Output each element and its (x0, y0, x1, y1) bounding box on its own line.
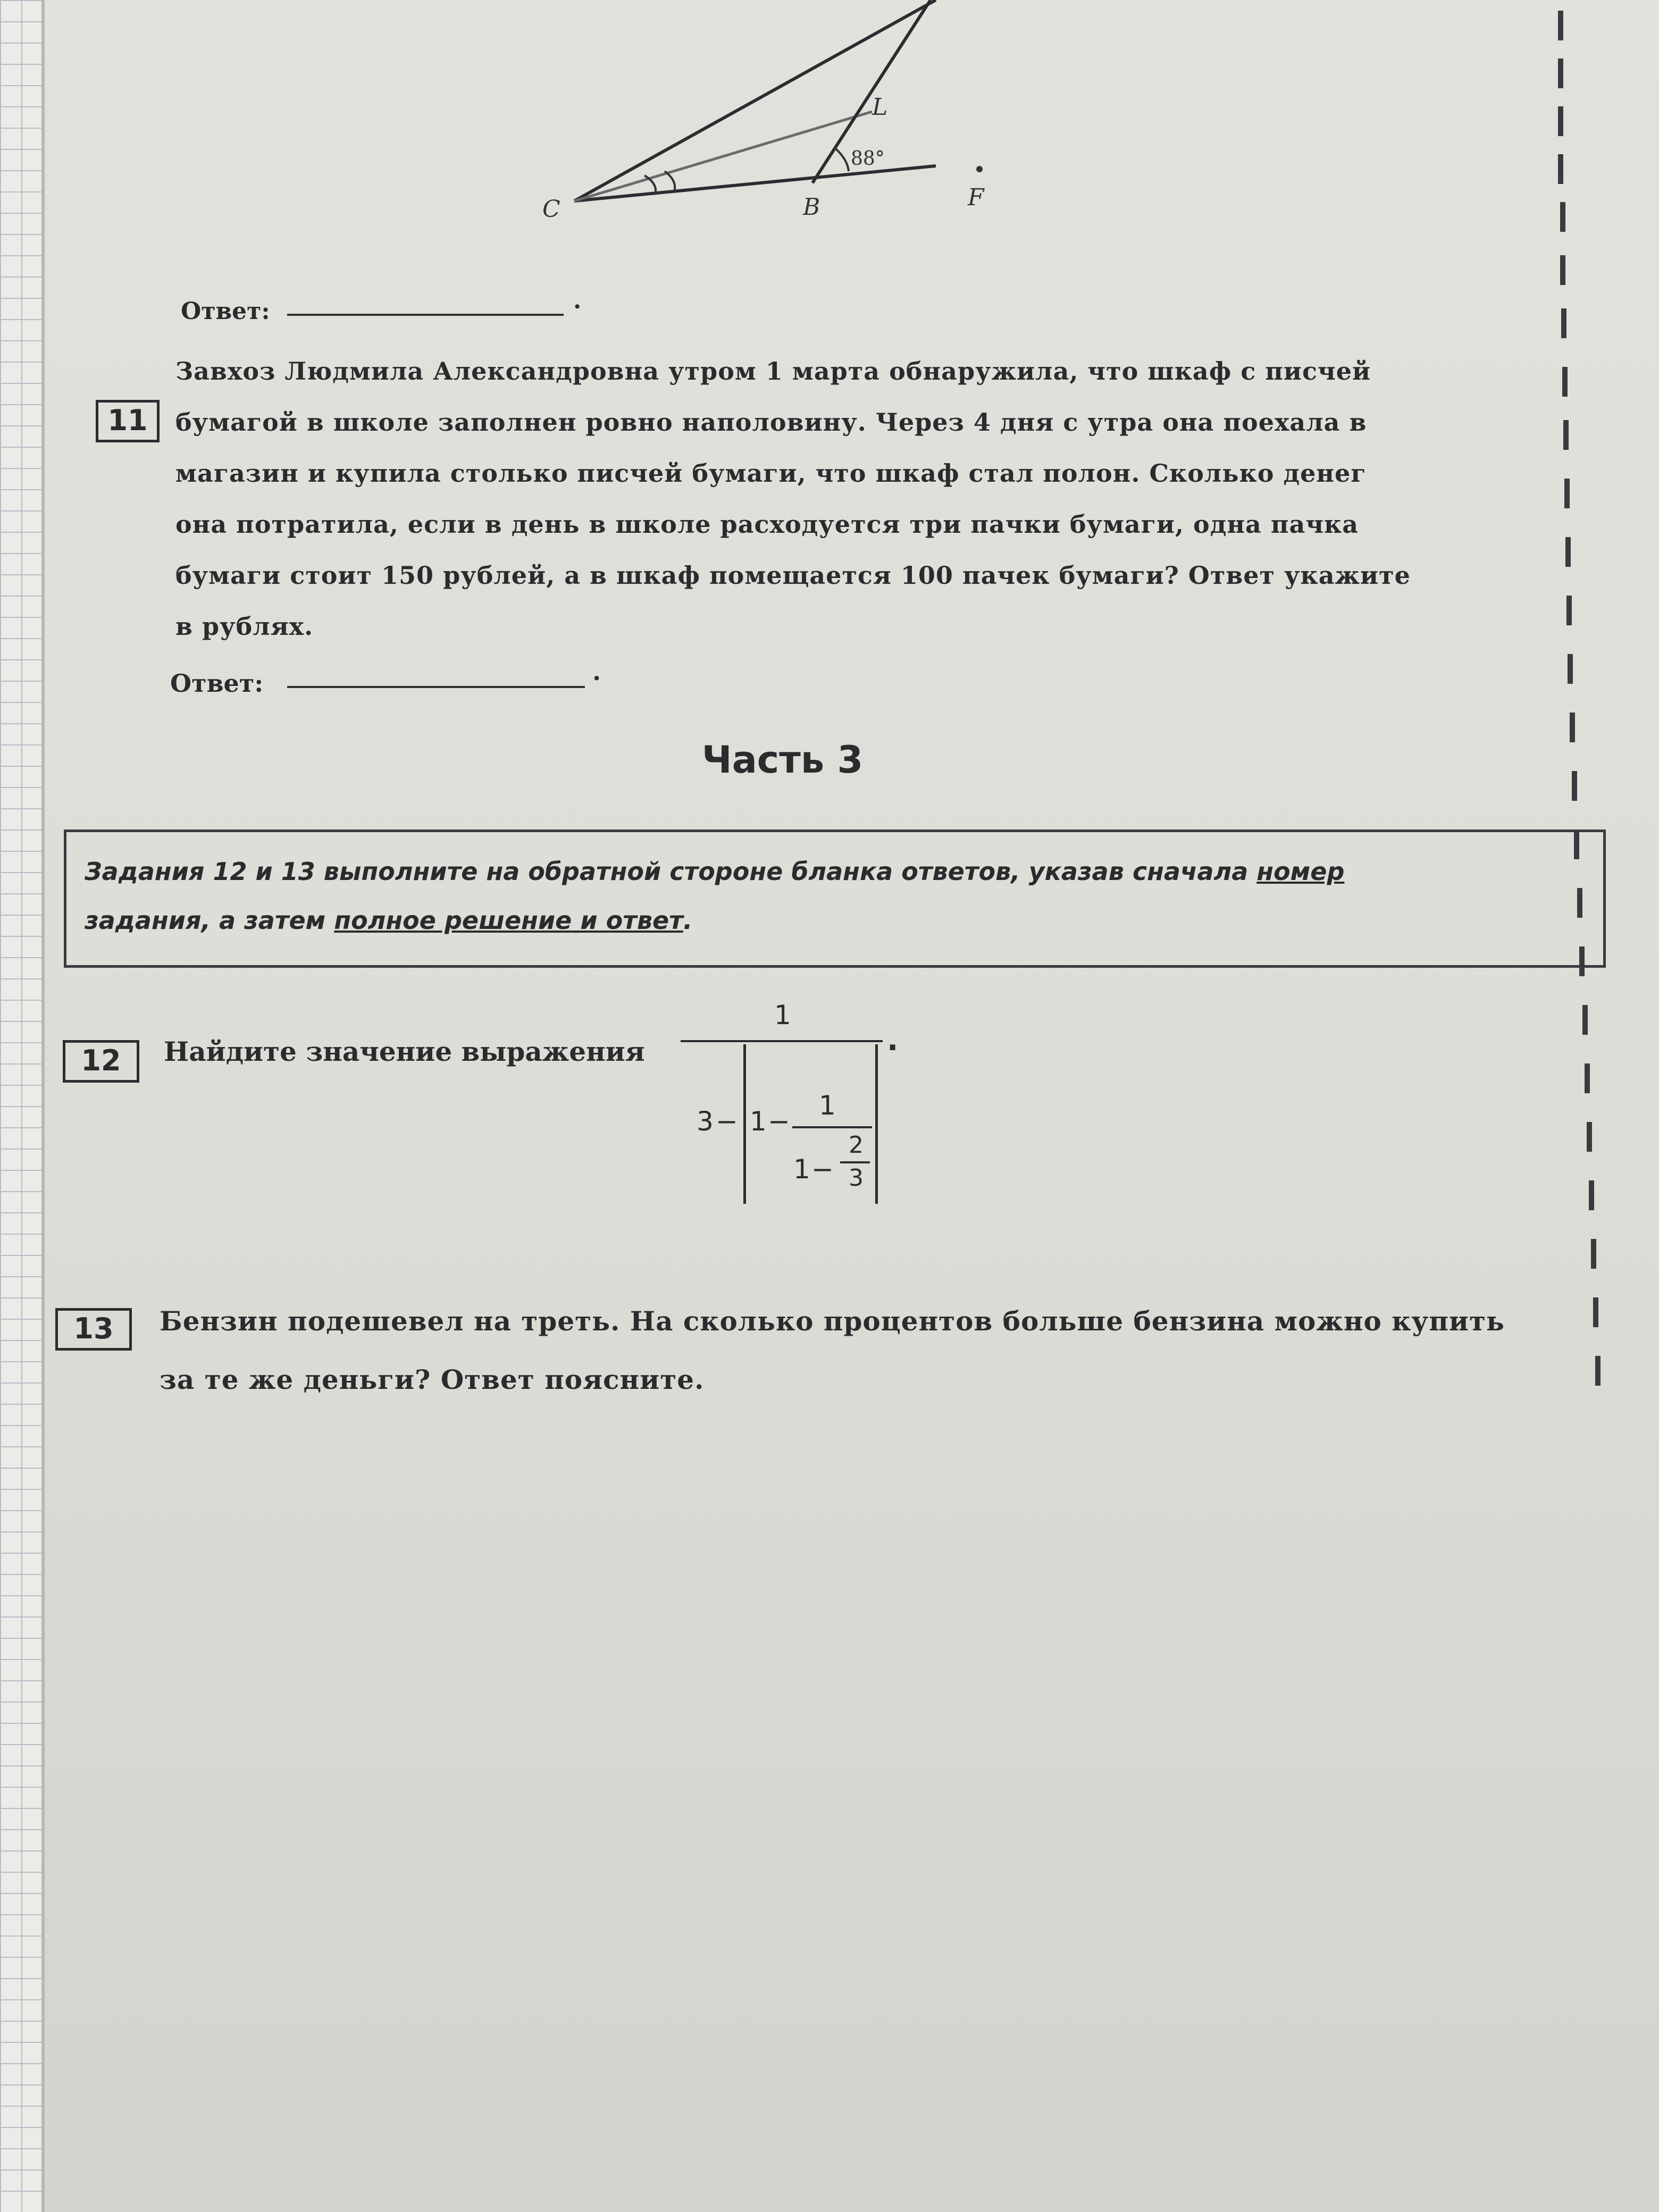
expr-minus-1: − (716, 1106, 738, 1137)
instruction-emph-number: номер (1256, 857, 1345, 886)
answer-field-10[interactable] (287, 314, 564, 316)
expr-inner-numerator: 1 (819, 1090, 836, 1121)
instruction-text-e: . (683, 906, 693, 935)
cut-marks (1558, 0, 1564, 2212)
notebook-grid-margin (0, 0, 43, 2212)
geometry-figure (532, 0, 1042, 245)
task11-line: в рублях. (175, 612, 314, 641)
expr-three: 3 (697, 1106, 714, 1137)
instruction-emph-solution: полное решение и ответ (334, 906, 683, 935)
answer-end-10: . (573, 287, 582, 314)
part3-title: Часть 3 (702, 738, 864, 782)
task13-line: Бензин подешевел на треть. На сколько процентов больше бензина можно купить (160, 1305, 1505, 1337)
answer-field-11[interactable] (287, 686, 585, 688)
task-number-13: 13 (55, 1308, 132, 1351)
task-number-11: 11 (96, 400, 160, 442)
expr-numerator: 1 (774, 1000, 791, 1030)
task13-line: за те же деньги? Ответ поясните. (160, 1364, 705, 1395)
answer-label-11: Ответ: (170, 669, 264, 698)
answer-label-10: Ответ: (181, 298, 270, 325)
task13-text (160, 1292, 1574, 1409)
answer-end-11: . (592, 657, 601, 686)
abs-bar-left (743, 1044, 746, 1204)
page-edge (41, 0, 45, 2212)
instruction-text-a: Задания 12 и 13 выполните на обратной стороне бланка ответов, указав сначала (85, 857, 1257, 886)
task12-expression (681, 1000, 904, 1212)
task11-text (175, 346, 1558, 652)
task11-line: Завхоз Людмила Александровна утром 1 марта обнаружила, что шкаф с писчей (175, 357, 1371, 386)
part3-instruction (85, 847, 1589, 945)
label-l: L (872, 94, 888, 121)
expr-two: 2 (849, 1132, 864, 1159)
expr-small-fraction-bar (840, 1161, 870, 1163)
expr-inner-fraction-bar (792, 1126, 872, 1128)
task-number-12: 12 (63, 1040, 139, 1083)
expr-main-fraction-bar (681, 1040, 883, 1042)
expr-one-b: 1 (793, 1154, 810, 1185)
instruction-text-c: задания, а затем (85, 906, 334, 935)
task11-line: она потратила, если в день в школе расходуется три пачки бумаги, одна пачка (175, 510, 1359, 539)
part3-instruction-box (64, 830, 1606, 968)
task11-line: бумаги стоит 150 рублей, а в шкаф помещается 100 пачек бумаги? Ответ укажите (175, 561, 1411, 590)
abs-bar-right (875, 1044, 878, 1204)
label-f: F (968, 184, 984, 211)
point-f (976, 166, 983, 172)
angle-value: 88° (851, 148, 885, 170)
task12-text: Найдите значение выражения (164, 1036, 645, 1067)
label-c: C (542, 196, 560, 223)
expr-minus-2: − (768, 1106, 790, 1137)
expr-one-a: 1 (750, 1106, 767, 1137)
task11-line: бумагой в школе заполнен ровно наполовину. Через 4 дня с утра она поехала в (175, 408, 1367, 437)
expr-three-small: 3 (849, 1164, 864, 1192)
angle-arc-b (835, 148, 849, 171)
expr-minus-3: − (811, 1154, 834, 1185)
task11-line: магазин и купила столько писчей бумаги, что шкаф стал полон. Сколько денег (175, 459, 1367, 488)
label-b: B (803, 194, 820, 221)
expr-dot: . (887, 1023, 899, 1058)
